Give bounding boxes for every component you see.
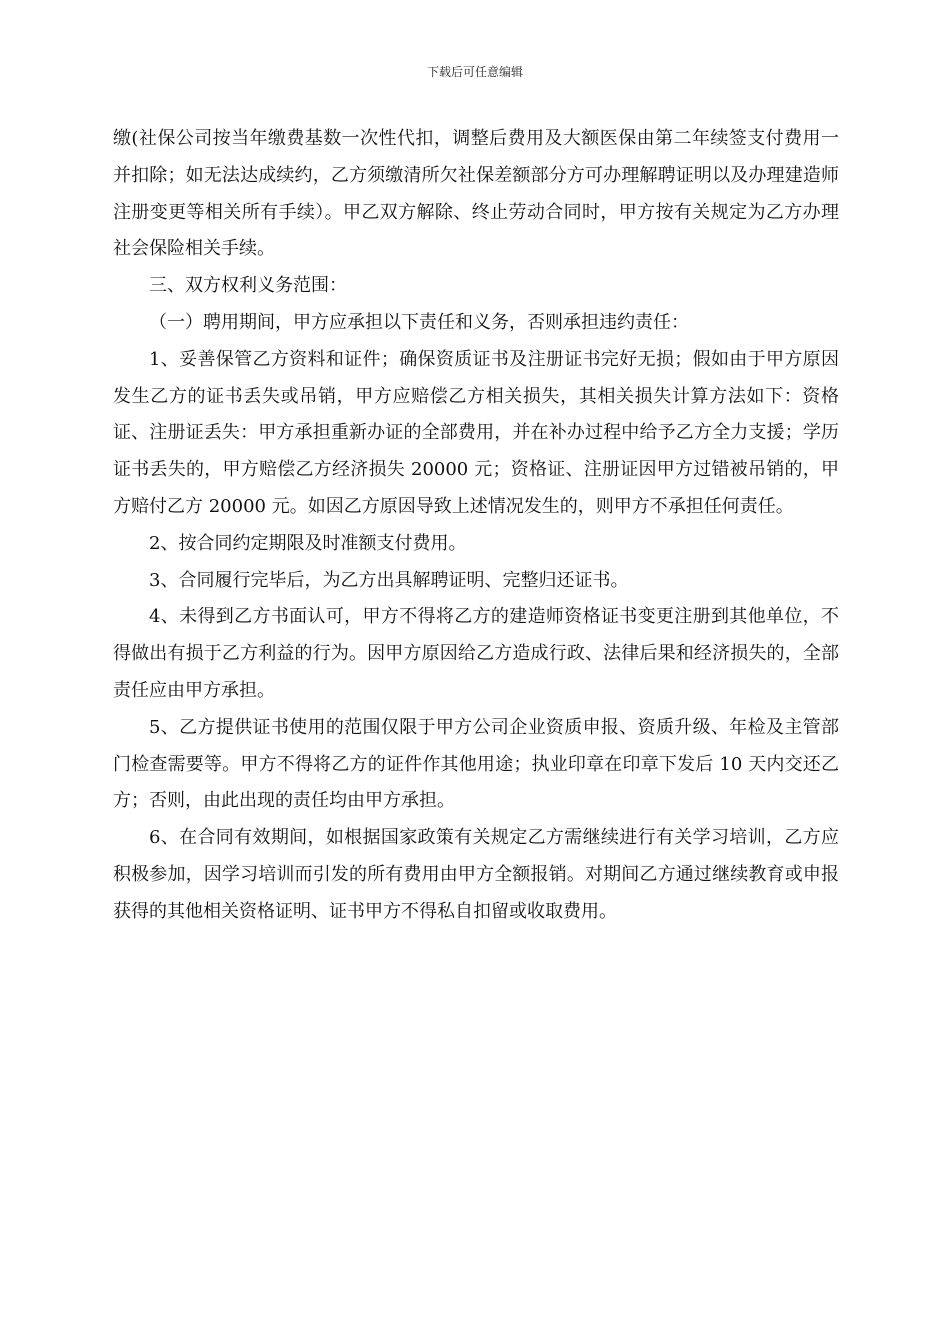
- clause-1: 1、妥善保管乙方资料和证件；确保资质证书及注册证书完好无损；假如由于甲方原因发生乙方的证书丢失或吊销，甲方应赔偿乙方相关损失，其相关损失计算方法如下：资格证、注册证丢失：甲方承担重新办证的全部费用，并在补办过程中给予乙方全力支援；学历证书丢失的，甲方赔偿乙方经济损失 20000 元；资格证、注册证因甲方过错被吊销的，甲方赔付乙方 20000 元。如因乙方原因导致上述情况发生的，则甲方不承担任何责任。: [113, 348, 839, 517]
- clause-2: 2、按合同约定期限及时准额支付费用。: [149, 532, 467, 554]
- document-body: [113, 121, 839, 931]
- clause-3: 3、合同履行完毕后，为乙方出具解聘证明、完整归还证书。: [149, 569, 629, 591]
- subsection-heading-party-a: （一）聘用期间，甲方应承担以下责任和义务，否则承担违约责任：: [149, 311, 689, 333]
- page-header: 下载后可任意编辑: [426, 65, 523, 79]
- section-heading-rights-obligations: 三、双方权利义务范围：: [149, 275, 347, 297]
- paragraph-social-insurance: 缴(社保公司按当年缴费基数一次性代扣，调整后费用及大额医保由第二年续签支付费用一并扣除；如无法达成续约，乙方须缴清所欠社保差额部分方可办理解聘证明以及办理建造师注册变更等相关所有手续）。甲乙双方解除、终止劳动合同时，甲方按有关规定为乙方办理社会保险相关手续。: [113, 128, 839, 260]
- clause-5: 5、乙方提供证书使用的范围仅限于甲方公司企业资质申报、资质升级、年检及主管部门检查需要等。甲方不得将乙方的证件作其他用途；执业印章在印章下发后 10 天内交还乙方；否则，由此出现的责任均由甲方承担。: [113, 716, 839, 812]
- clause-6: 6、在合同有效期间，如根据国家政策有关规定乙方需继续进行有关学习培训，乙方应积极参加，因学习培训而引发的所有费用由甲方全额报销。对期间乙方通过继续教育或申报获得的其他相关资格证明、证书甲方不得私自扣留或收取费用。: [113, 827, 839, 922]
- clause-4: 4、未得到乙方书面认可，甲方不得将乙方的建造师资格证书变更注册到其他单位，不得做出有损于乙方利益的行为。因甲方原因给乙方造成行政、法律后果和经济损失的，全部责任应由甲方承担。: [113, 606, 839, 701]
